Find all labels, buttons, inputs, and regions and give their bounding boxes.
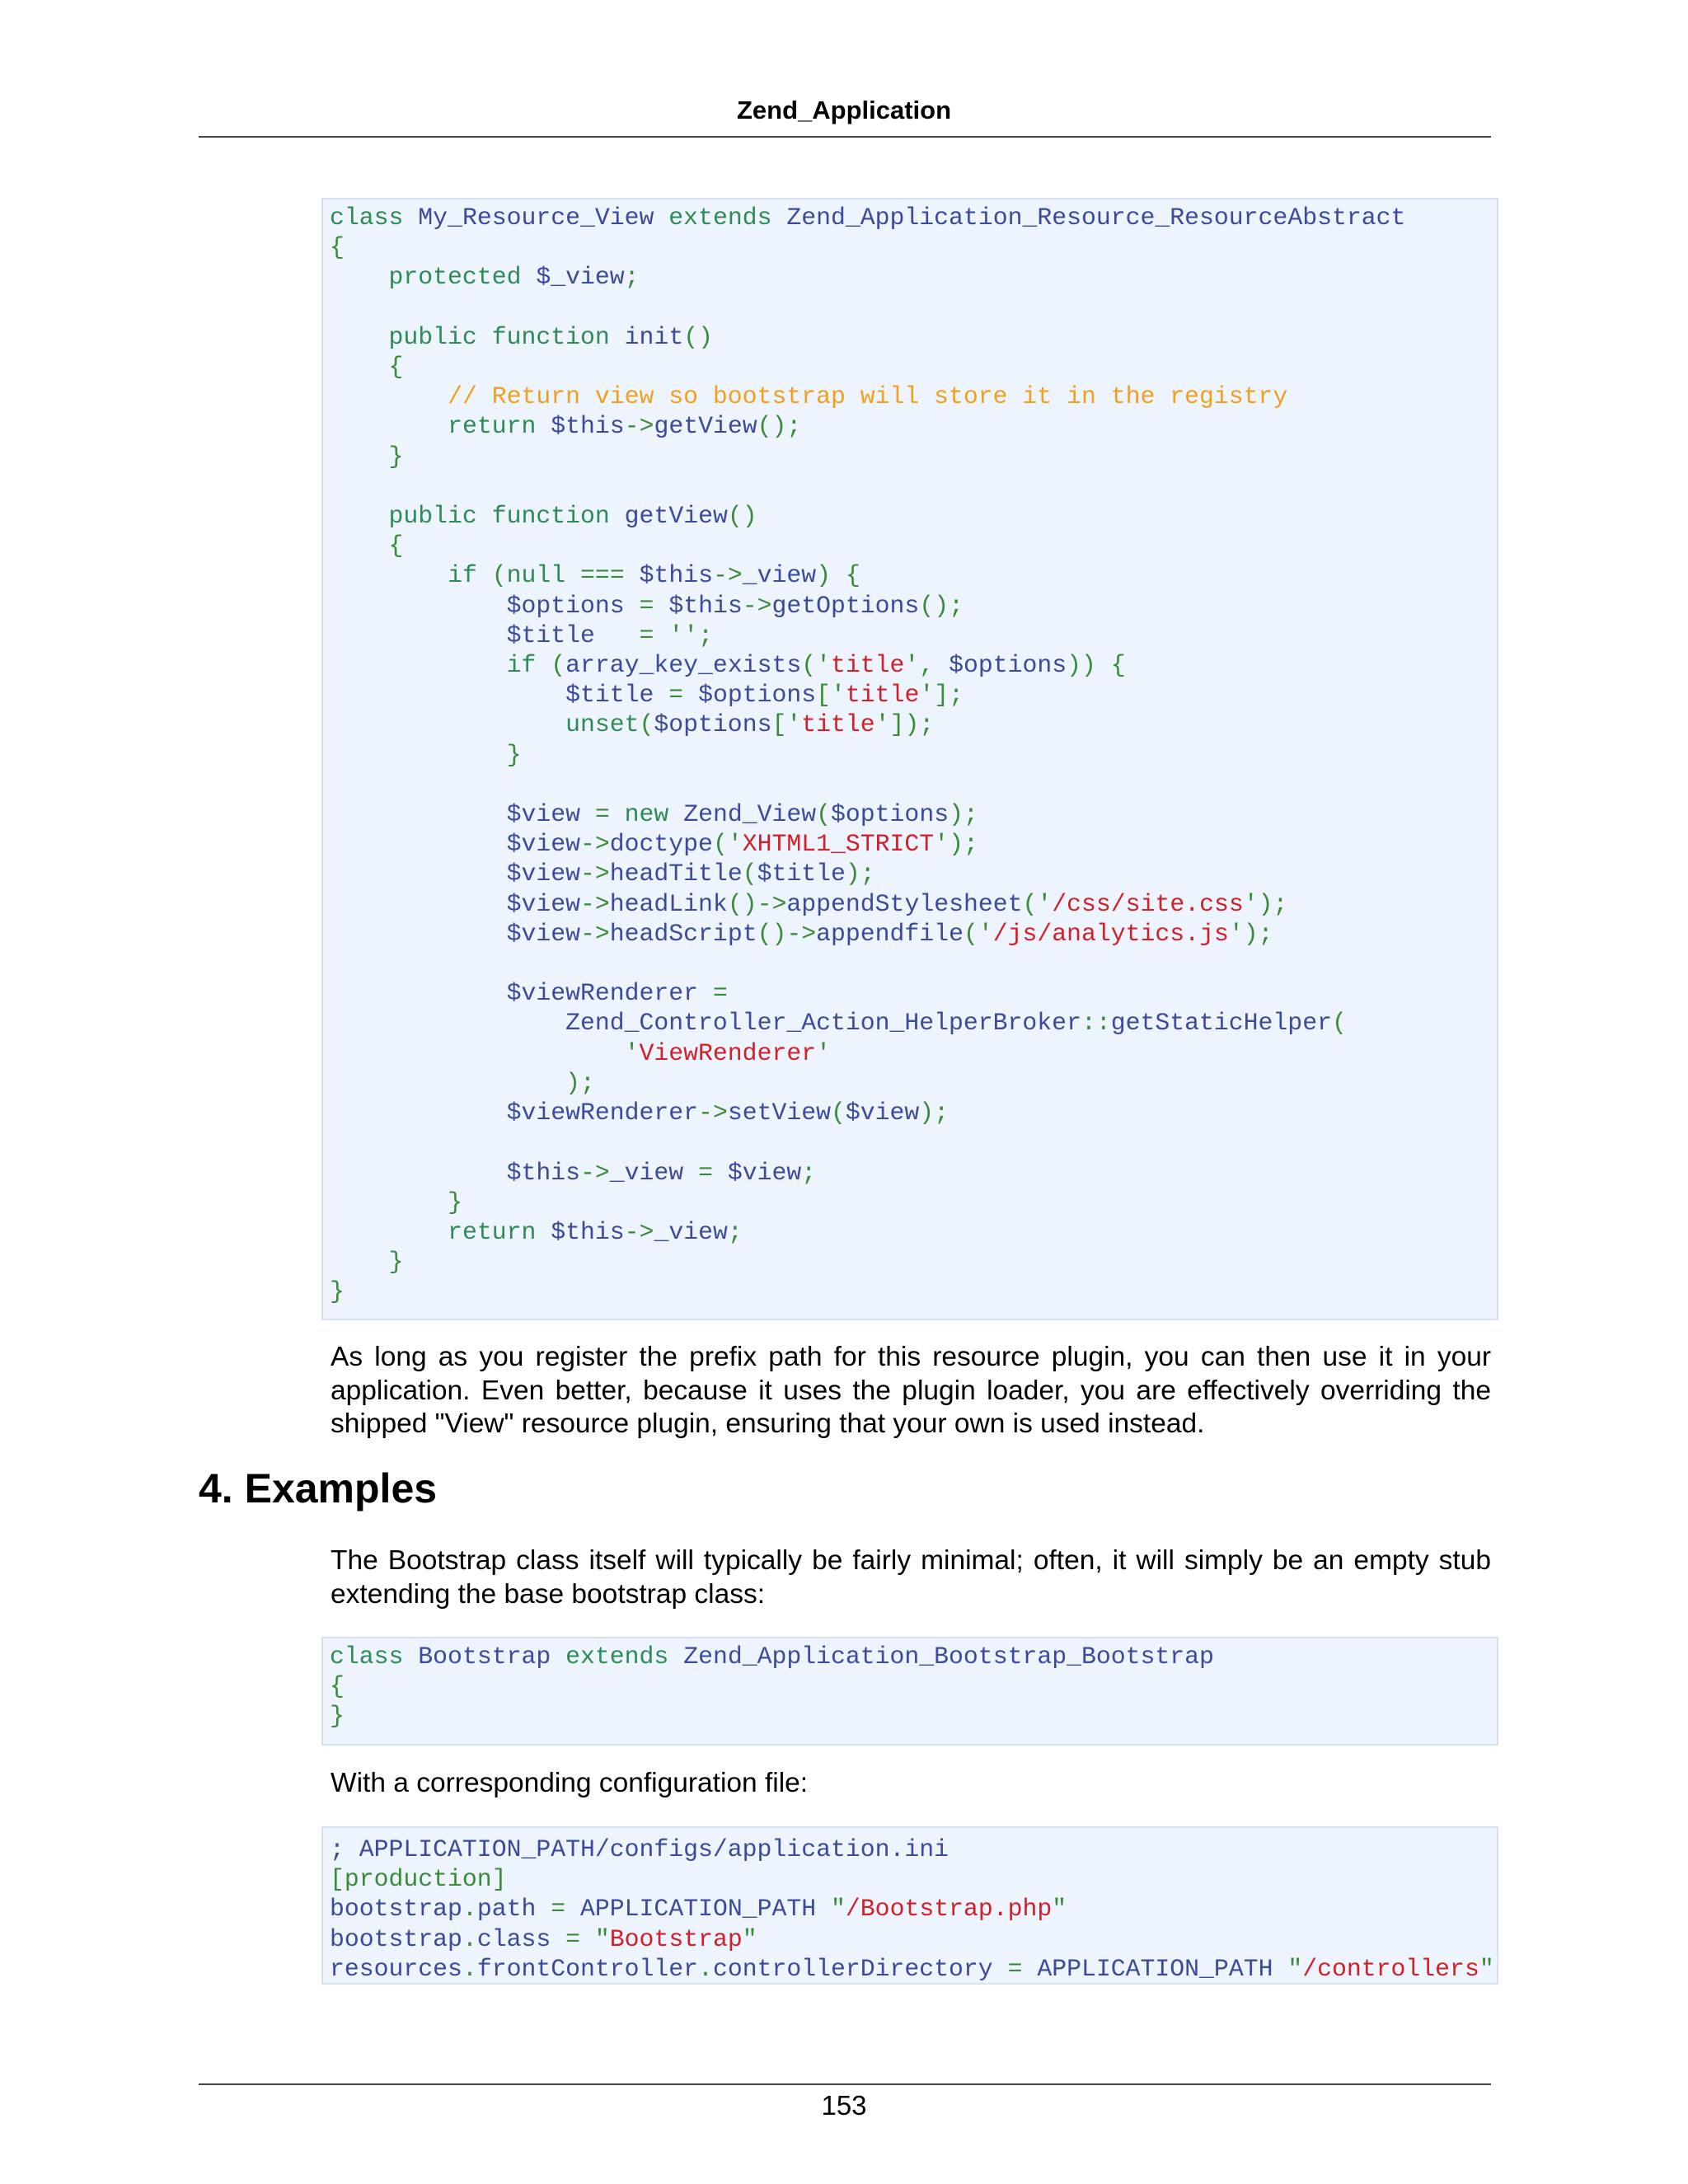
code-line: $view->headTitle($title);: [506, 860, 875, 888]
code-line: }: [448, 1188, 462, 1216]
code-line: $viewRenderer =: [506, 979, 728, 1008]
code-line: 'ViewRenderer': [624, 1038, 831, 1067]
code-line: bootstrap.path = APPLICATION_PATH "/Bootstrap.php": [330, 1895, 1067, 1924]
code-lines-bootstrap: [330, 1642, 1214, 1732]
code-line: $view->headLink()->appendStylesheet('/css/site.css');: [506, 889, 1288, 918]
code-line: $view->doctype('XHTML1_STRICT');: [506, 830, 978, 859]
code-line: }: [388, 442, 404, 471]
code-line: [330, 1128, 345, 1156]
code-line: Zend_Controller_Action_HelperBroker::getStaticHelper(: [565, 1009, 1347, 1038]
code-line: // Return view so bootstrap will store it in the registry: [448, 382, 1288, 411]
code-line: }: [330, 1702, 345, 1731]
code-line: $title = $options['title'];: [565, 681, 964, 710]
code-line: $this->_view = $view;: [506, 1158, 817, 1187]
paragraph-config-file: With a corresponding configuration file:: [331, 1768, 809, 1798]
code-lines-application-ini: [330, 1835, 1494, 1984]
code-line: ; APPLICATION_PATH/configs/application.ini: [330, 1835, 950, 1863]
code-line: $view->headScript()->appendfile('/js/analytics.js');: [506, 919, 1273, 948]
code-line: protected $_view;: [388, 263, 640, 292]
code-line: class My_Resource_View extends Zend_Application_Resource_ResourceAbstract: [330, 204, 1406, 232]
code-line: [production]: [330, 1865, 507, 1894]
code-line: public function init(): [388, 322, 713, 351]
code-line: );: [565, 1068, 595, 1097]
code-line: [330, 949, 345, 977]
code-line: {: [330, 1672, 345, 1701]
code-line: [330, 771, 345, 799]
header-divider: [199, 136, 1491, 138]
code-lines-resource-view: [330, 203, 1405, 1307]
running-header-title: Zend_Application: [736, 96, 952, 124]
code-line: return $this->_view;: [448, 1217, 743, 1246]
code-line: if (array_key_exists('title', $options)) {: [506, 651, 1126, 680]
section-heading-examples: 4. Examples: [199, 1465, 438, 1511]
code-line: $options = $this->getOptions();: [506, 591, 964, 620]
code-line: class Bootstrap extends Zend_Application_Bootstrap_Bootstrap: [330, 1643, 1214, 1671]
code-line: unset($options['title']);: [565, 710, 935, 739]
code-line: public function getView(): [388, 502, 757, 531]
code-line: return $this->getView();: [448, 412, 802, 441]
code-line: $view = new Zend_View($options);: [506, 800, 978, 829]
code-line: $viewRenderer->setView($view);: [506, 1099, 950, 1127]
code-line: resources.frontController.controllerDirectory = APPLICATION_PATH "/controllers": [330, 1954, 1494, 1983]
code-line: {: [330, 233, 345, 262]
code-line: }: [506, 740, 522, 769]
code-line: }: [330, 1277, 345, 1306]
page-number: 153: [821, 2090, 867, 2121]
code-line: }: [388, 1248, 404, 1277]
code-line: {: [388, 353, 404, 382]
code-line: [330, 293, 345, 321]
paragraph-prefix-path: As long as you register the prefix path for this resource plugin, you can then use it in your application. Even better, because it uses the plugin loader, you are effectively overriding the shipped "View" resource plugin, ensuring that your own is used instead.: [331, 1342, 1491, 1439]
code-line: if (null === $this->_view) {: [448, 561, 860, 590]
paragraph-bootstrap-class: The Bootstrap class itself will typically be fairly minimal; often, it will simply be an empty stub extending the base bootstrap class:: [331, 1545, 1491, 1610]
code-line: $title = '';: [506, 621, 713, 649]
code-line: [330, 472, 345, 500]
code-line: {: [388, 532, 404, 560]
footer-divider: [199, 2083, 1491, 2085]
code-line: bootstrap.class = "Bootstrap": [330, 1924, 757, 1953]
